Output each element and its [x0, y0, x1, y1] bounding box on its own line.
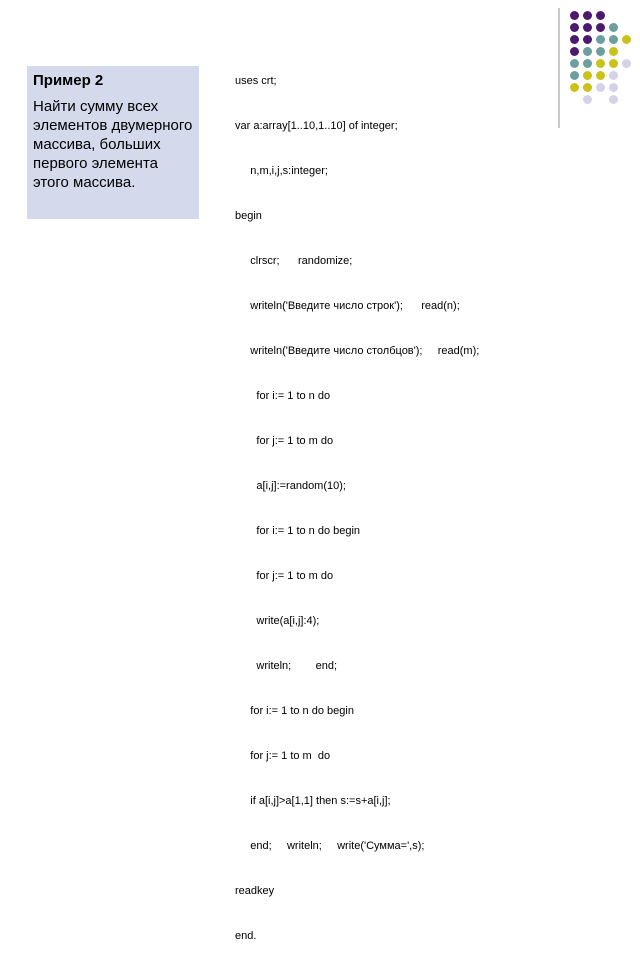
deco-dot — [596, 83, 605, 92]
deco-dot — [570, 47, 579, 56]
deco-dot — [583, 11, 592, 20]
code-line: for j:= 1 to m do — [235, 435, 334, 447]
code-line: var a:array[1..10,1..10] of integer; — [235, 120, 398, 132]
deco-dot — [622, 35, 631, 44]
deco-dot — [570, 71, 579, 80]
deco-dot — [583, 47, 592, 56]
example-description: Найти сумму всех элементов двумерного массива, больших первого элемента этого массива. — [33, 98, 193, 191]
deco-dot — [583, 95, 592, 104]
code-line: writeln; end; — [235, 660, 338, 672]
deco-dot — [570, 35, 579, 44]
deco-dot — [609, 47, 618, 56]
deco-dot — [609, 59, 618, 68]
deco-dot — [583, 71, 592, 80]
deco-dot — [596, 23, 605, 32]
code-line: for i:= 1 to n do — [235, 390, 331, 402]
code-line: a[i,j]:=random(10); — [235, 480, 346, 492]
code-line: n,m,i,j,s:integer; — [235, 165, 328, 177]
deco-dot — [583, 23, 592, 32]
deco-dot — [596, 35, 605, 44]
code-line: for j:= 1 to m do — [235, 570, 334, 582]
code-line: writeln('Введите число строк'); read(n); — [235, 300, 460, 312]
code-line: end. — [235, 930, 257, 942]
deco-dot — [609, 95, 618, 104]
deco-dot — [570, 83, 579, 92]
code-listing — [235, 44, 565, 959]
code-line: write(a[i,j]:4); — [235, 615, 320, 627]
deco-dot — [583, 59, 592, 68]
code-line: for i:= 1 to n do begin — [235, 525, 361, 537]
code-line: uses crt; — [235, 75, 277, 87]
deco-dot — [596, 11, 605, 20]
deco-dot — [609, 35, 618, 44]
deco-dot — [570, 59, 579, 68]
code-line: writeln('Введите число столбцов'); read(m); — [235, 345, 480, 357]
code-line: for i:= 1 to n do begin — [235, 705, 354, 717]
deco-dot — [609, 83, 618, 92]
deco-dot — [570, 11, 579, 20]
deco-dot — [622, 59, 631, 68]
code-line: begin — [235, 210, 262, 222]
deco-dot — [583, 83, 592, 92]
code-line: if a[i,j]>a[1,1] then s:=s+a[i,j]; — [235, 795, 391, 807]
deco-dot — [583, 35, 592, 44]
code-line: readkey — [235, 885, 275, 897]
deco-dot — [609, 23, 618, 32]
code-line: for j:= 1 to m do — [235, 750, 331, 762]
example-title: Пример 2 — [33, 72, 104, 89]
deco-dot — [596, 71, 605, 80]
deco-dot — [570, 23, 579, 32]
code-line: clrscr; randomize; — [235, 255, 353, 267]
deco-dot — [609, 71, 618, 80]
deco-dot — [596, 59, 605, 68]
deco-dot — [596, 47, 605, 56]
code-line: end; writeln; write('Сумма=',s); — [235, 840, 425, 852]
example-card — [27, 66, 199, 219]
